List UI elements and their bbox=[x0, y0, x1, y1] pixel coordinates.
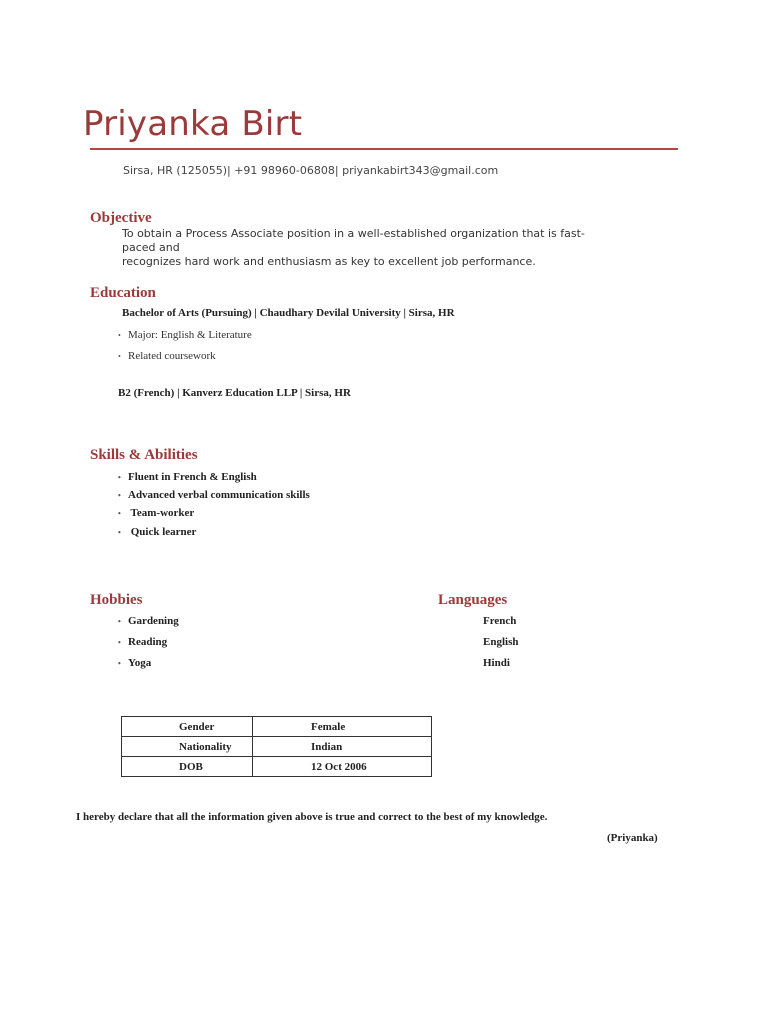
objective-line-2: recognizes hard work and enthusiasm as key to excellent job performance. bbox=[122, 255, 536, 268]
declaration-text: I hereby declare that all the information given above is true and correct to the best of my knowledge. bbox=[76, 811, 548, 823]
skill-item: • Team-worker bbox=[118, 507, 195, 519]
hobby-item: • Reading bbox=[118, 636, 168, 648]
header-divider bbox=[90, 148, 678, 150]
skill-item: • Quick learner bbox=[118, 526, 197, 538]
skill-item: • Fluent in French & English bbox=[118, 471, 257, 483]
hobby-item: • Gardening bbox=[118, 615, 179, 627]
skills-heading: Skills & Abilities bbox=[90, 447, 198, 463]
table-cell-label: Nationality bbox=[122, 737, 253, 757]
table-row bbox=[122, 737, 432, 757]
personal-details-table bbox=[121, 716, 432, 777]
education-degree-2: B2 (French) | Kanverz Education LLP | Sirsa, HR bbox=[118, 387, 351, 399]
table-cell-value: Indian bbox=[253, 737, 432, 757]
table-cell-label: Gender bbox=[122, 717, 253, 737]
hobby-item: • Yoga bbox=[118, 657, 152, 669]
candidate-name: Priyanka Birt bbox=[83, 104, 303, 144]
hobbies-heading: Hobbies bbox=[90, 592, 143, 608]
language-item: French bbox=[483, 615, 517, 627]
education-item: • Major: English & Literature bbox=[118, 329, 252, 341]
objective-line-1: To obtain a Process Associate position in a well-established organization that is fast-paced and bbox=[122, 227, 585, 254]
signature: (Priyanka) bbox=[607, 832, 658, 844]
languages-heading: Languages bbox=[438, 592, 508, 608]
table-cell-label: DOB bbox=[122, 757, 253, 777]
language-item: Hindi bbox=[483, 657, 510, 669]
objective-text bbox=[122, 227, 592, 269]
language-item: English bbox=[483, 636, 519, 648]
education-heading: Education bbox=[90, 285, 156, 301]
skill-item: • Advanced verbal communication skills bbox=[118, 489, 310, 501]
objective-heading: Objective bbox=[90, 210, 152, 226]
contact-line: Sirsa, HR (125055)| +91 98960-06808| priyankabirt343@gmail.com bbox=[123, 164, 499, 177]
education-item: • Related coursework bbox=[118, 350, 216, 362]
table-cell-value: 12 Oct 2006 bbox=[253, 757, 432, 777]
table-cell-value: Female bbox=[253, 717, 432, 737]
table-row bbox=[122, 717, 432, 737]
table-row bbox=[122, 757, 432, 777]
education-degree-1: Bachelor of Arts (Pursuing) | Chaudhary Devilal University | Sirsa, HR bbox=[122, 307, 455, 319]
